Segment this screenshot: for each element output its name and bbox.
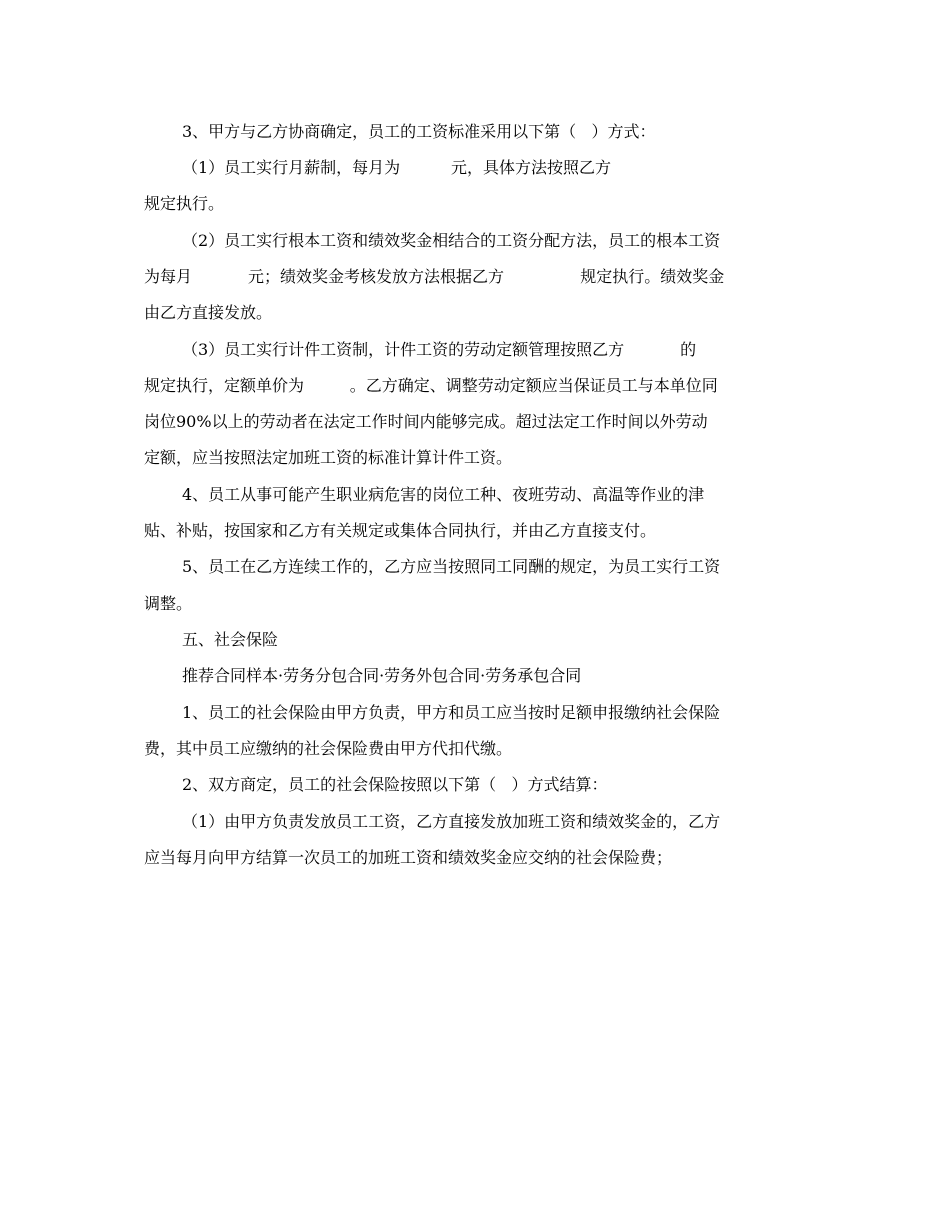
text-line: 费，其中员工应缴纳的社会保险费由甲方代扣代缴。 <box>144 739 513 758</box>
text-line: （3）员工实行计件工资制，计件工资的劳动定额管理按照乙方 的 <box>182 340 697 359</box>
text-line: 为每月 元；绩效奖金考核发放方法根据乙方 规定执行。绩效奖金 <box>144 267 725 286</box>
text-line: 定额，应当按照法定加班工资的标准计算计件工资。 <box>144 448 513 467</box>
text-line: 应当每月向甲方结算一次员工的加班工资和绩效奖金应交纳的社会保险费； <box>144 848 673 867</box>
text-line: 岗位90%以上的劳动者在法定工作时间内能够完成。超过法定工作时间以外劳动 <box>144 412 708 431</box>
section-heading: 五、社会保险 <box>182 630 279 649</box>
text-line: 2、双方商定，员工的社会保险按照以下第（ ）方式结算： <box>182 775 608 794</box>
text-line: 调整。 <box>144 594 193 613</box>
text-line: （1）由甲方负责发放员工工资，乙方直接发放加班工资和绩效奖金的，乙方 <box>182 812 721 831</box>
text-line: 由乙方直接发放。 <box>144 303 273 322</box>
text-line: （1）员工实行月薪制，每月为 元，具体方法按照乙方 <box>182 158 612 177</box>
text-line: 规定执行。 <box>144 194 225 213</box>
text-line: 1、员工的社会保险由甲方负责，甲方和员工应当按时足额申报缴纳社会保险 <box>182 703 721 722</box>
text-line: 4、员工从事可能产生职业病危害的岗位工种、夜班劳动、高温等作业的津 <box>182 485 705 504</box>
recommended-contracts-line: 推荐合同样本·劳务分包合同·劳务外包合同·劳务承包合同 <box>182 666 582 685</box>
text-line: （2）员工实行根本工资和绩效奖金相结合的工资分配方法，员工的根本工资 <box>182 231 721 250</box>
text-line: 3、甲方与乙方协商确定，员工的工资标准采用以下第（ ）方式： <box>182 122 656 141</box>
text-line: 规定执行，定额单价为 。乙方确定、调整劳动定额应当保证员工与本单位同 <box>144 376 718 395</box>
text-line: 贴、补贴，按国家和乙方有关规定或集体合同执行，并由乙方直接支付。 <box>144 521 657 540</box>
text-line: 5、员工在乙方连续工作的，乙方应当按照同工同酬的规定，为员工实行工资 <box>182 557 721 576</box>
